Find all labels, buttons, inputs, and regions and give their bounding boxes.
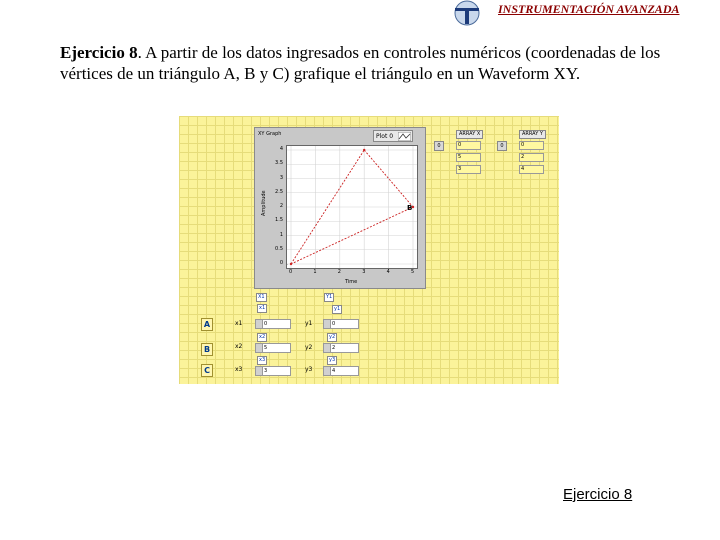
- x-tick-label: 5: [411, 269, 415, 275]
- exercise-label: Ejercicio 8: [60, 43, 138, 62]
- vertex-b-y-label: y2: [305, 344, 313, 351]
- y3-chip: y3: [329, 357, 336, 363]
- vertex-c-x-label: x3: [235, 366, 243, 373]
- increment-arrows-icon[interactable]: [324, 367, 331, 375]
- increment-arrows-icon[interactable]: [256, 320, 263, 328]
- vertex-c-x-value: 3: [264, 368, 268, 374]
- y-tick-label: 2: [279, 203, 283, 209]
- labview-front-panel: [179, 116, 559, 384]
- exercise-body: . A partir de los datos ingresados en controles numéricos (coordenadas de los vértices de un triángulo A, B y C) grafique el triángulo en un Waveform XY.: [60, 43, 661, 83]
- y-axis-label: Amplitude: [261, 190, 267, 216]
- y-tick-label: 1: [279, 231, 283, 238]
- x-tick-label: 4: [386, 269, 390, 275]
- plot-point: [363, 149, 365, 151]
- vertex-a-y-value: 0: [332, 321, 336, 327]
- increment-arrows-icon[interactable]: [324, 320, 331, 328]
- plot-point: [290, 263, 292, 265]
- increment-arrows-icon[interactable]: [256, 344, 263, 352]
- plot-legend[interactable]: [373, 130, 413, 142]
- x-tick-label: 3: [362, 269, 366, 275]
- vertex-b-y-control[interactable]: [323, 343, 359, 353]
- header-title: INSTRUMENTACIÓN AVANZADA: [498, 2, 680, 16]
- x3-chip: x3: [259, 357, 266, 363]
- increment-arrows-icon[interactable]: [324, 344, 331, 352]
- array-x-cell[interactable]: 5: [456, 153, 481, 162]
- vertex-b-x-control[interactable]: [255, 343, 291, 353]
- plot-style-icon: [398, 132, 411, 141]
- array-x-index[interactable]: 0: [434, 141, 444, 151]
- vertex-c-label: C: [201, 364, 213, 377]
- x-label-chip: X1: [258, 294, 265, 300]
- vertex-a-y-label: y1: [305, 320, 313, 327]
- x-sub-chip: x1: [259, 305, 266, 311]
- vertex-b-y-value: 2: [332, 345, 336, 351]
- array-y-cell[interactable]: 4: [519, 165, 544, 174]
- vertex-c-y-control[interactable]: [323, 366, 359, 376]
- y-tick-label: 0: [279, 260, 283, 266]
- vertex-a-x-control[interactable]: [255, 319, 291, 329]
- y-sub-chip: y1: [334, 306, 341, 312]
- vertex-a-y-control[interactable]: [323, 319, 359, 329]
- array-y-cell[interactable]: 0: [519, 141, 544, 150]
- vertex-point-label: [363, 146, 368, 147]
- array-y-cell[interactable]: 2: [519, 153, 544, 162]
- plot-canvas: [287, 146, 417, 268]
- vertex-a-x-value: 0: [264, 321, 268, 327]
- y-label-chip: Y1: [326, 294, 333, 300]
- x-axis-label: Time: [345, 279, 358, 285]
- vertex-point-label: [287, 259, 288, 267]
- array-y-index[interactable]: 0: [497, 141, 507, 151]
- y-tick-label: 0.5: [275, 245, 283, 252]
- vertex-point-label: B: [407, 204, 413, 212]
- vertex-b-label: B: [201, 343, 213, 356]
- y-tick-label: 1.5: [275, 217, 283, 224]
- slide-caption: Ejercicio 8: [563, 486, 633, 503]
- array-x-cell[interactable]: 0: [456, 141, 481, 150]
- y-tick-label: 2.5: [275, 188, 283, 195]
- y-tick-label: 4: [279, 146, 283, 152]
- vertex-b-x-value: 5: [264, 345, 268, 351]
- x-tick-label: 1: [313, 269, 317, 275]
- increment-arrows-icon[interactable]: [256, 367, 263, 375]
- vertex-c-y-value: 4: [332, 368, 336, 374]
- vertex-c-y-label: y3: [305, 366, 313, 373]
- y2-chip: y2: [329, 334, 336, 340]
- vertex-a-label: A: [201, 318, 213, 331]
- graph-title: XY Graph: [258, 131, 282, 137]
- plot-area: [286, 145, 418, 269]
- xy-graph: [254, 127, 426, 289]
- array-x-label: ARRAY X: [456, 130, 483, 139]
- vertex-b-x-label: x2: [235, 343, 243, 350]
- vertex-c-x-control[interactable]: [255, 366, 291, 376]
- y-tick-label: 3: [279, 174, 283, 181]
- plot-legend-label: Plot 0: [376, 133, 394, 140]
- array-x-cell[interactable]: 3: [456, 165, 481, 174]
- x-tick-label: 0: [289, 269, 293, 275]
- exercise-statement: [60, 42, 680, 84]
- vertex-a-x-label: x1: [235, 320, 243, 327]
- x-tick-label: 2: [337, 269, 341, 275]
- y-tick-label: 3.5: [275, 160, 283, 167]
- x2-chip: x2: [259, 334, 266, 340]
- logo-icon: [449, 0, 485, 26]
- array-y-label: ARRAY Y: [519, 130, 546, 139]
